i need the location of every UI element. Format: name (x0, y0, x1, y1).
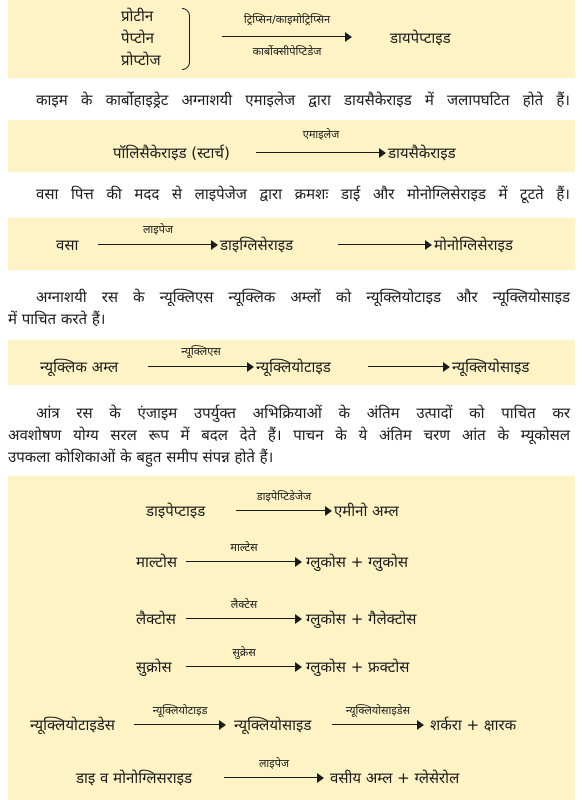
product-glucose-fructose: ग्लुकोस + फ्रक्टोस (306, 658, 410, 676)
enzyme-nucleotide: न्यूक्लियोटाइड (152, 704, 208, 717)
product-nucleoside: न्यूक्लियोसाइड (452, 358, 530, 376)
enzyme-carboxypeptidase: कार्बोक्सीपेप्टिडेज (252, 45, 322, 58)
enzyme-nuclease: न्यूक्लिएस (181, 345, 221, 358)
reactant-dipeptide: डाइपेप्टाइड (146, 502, 206, 520)
enzyme-maltase: माल्टेस (230, 541, 258, 554)
product-amino-acid: एमीनो अम्ल (334, 502, 399, 520)
reaction-arrow (148, 362, 254, 372)
enzyme-amylase: एमाइलेज (302, 128, 340, 141)
paragraph-nucleases-line2: में पाचित करते हैं। (8, 310, 106, 328)
enzyme-lactase: लैक्टेस (230, 598, 258, 611)
enzyme-sucrase: सुक्रेस (232, 646, 256, 659)
paragraph-intestinal-line3: उपकला कोशिकाओं के बहुत समीप संपन्न होते हैं। (8, 448, 274, 466)
reaction-arrow (134, 720, 226, 730)
reaction-arrow (338, 240, 432, 250)
reactant-bracket (182, 8, 190, 70)
reactant-di-mono-glyceride: डाइ व मोनोग्लिसराइड (76, 769, 193, 787)
enzyme-trypsin: ट्रिप्सिन/काइमोट्रिप्सिन (243, 13, 331, 26)
intermediate-diglyceride: डाइग्लिसेराइड (220, 236, 294, 254)
reactant-maltose: माल्टोस (136, 553, 177, 571)
product-sugar-base: शर्करा + क्षारक (430, 716, 517, 734)
reaction-arrow (368, 362, 450, 372)
protein-reactants (121, 5, 161, 71)
paragraph-nucleases-line1: अग्नाशयी रस के न्यूक्लिएस न्यूक्लिक अम्लों को न्यूक्लियोटाइड और न्यूक्लियोसाइड (36, 288, 570, 306)
reactant-protein: प्रोटीन (121, 7, 154, 25)
reaction-arrow (256, 148, 386, 158)
reaction-arrow (236, 506, 332, 516)
reactant-nucleotidase: न्यूक्लियोटाइडेस (30, 716, 115, 734)
reaction-arrow (98, 240, 218, 250)
reactant-nucleic-acid: न्यूक्लिक अम्ल (40, 358, 119, 376)
product-dipeptide: डायपेप्टाइड (390, 29, 451, 47)
product-disaccharide: डायसैकेराइड (388, 144, 456, 162)
reaction-box-intestinal (8, 476, 575, 800)
paragraph-intestinal-line1: आंत्र रस के एंजाइम उपर्युक्त अभिक्रियाओं के अंतिम उत्पादों को पाचित कर (36, 404, 570, 422)
reactant-sucrose: सुक्रोस (136, 658, 172, 676)
reactant-lactose: लैक्टोस (136, 610, 176, 628)
reaction-arrow (332, 720, 424, 730)
intermediate-nucleotide: न्यूक्लियोटाइड (256, 358, 331, 376)
product-monoglyceride: मोनोग्लिसेराइड (434, 236, 513, 254)
paragraph-carbohydrates: काइम के कार्बोहाइड्रेट अग्नाशयी एमाइलेज द्वारा डायसैकेराइड में जलापघटित होते हैं। (36, 91, 570, 109)
product-glucose-glucose: ग्लुकोस + ग्लुकोस (306, 553, 408, 571)
reaction-arrow (222, 32, 352, 42)
enzyme-lipase: लाइपेज (142, 223, 174, 236)
reaction-arrow (224, 773, 324, 783)
product-fatty-acid-glycerol: वसीय अम्ल + ग्लेसेरोल (330, 769, 460, 787)
paragraph-fats: वसा पित्त की मदद से लाइपेजेज द्वारा क्रमशः डाई और मोनोग्लिसेराइड में टूटते हैं। (36, 185, 570, 203)
reactant-proteose: प्रोप्टोज (121, 51, 161, 69)
reaction-box-starch (8, 120, 575, 172)
reactant-fat: वसा (56, 236, 79, 254)
enzyme-nucleosidase: न्यूक्लियोसाइडेस (345, 704, 411, 717)
paragraph-intestinal-line2: अवशोषण योग्य सरल रूप में बदल देते हैं। पाचन के ये अंतिम चरण आंत के म्यूकोसल (8, 426, 570, 444)
intermediate-nucleoside: न्यूक्लियोसाइड (234, 716, 312, 734)
reactant-polysaccharide: पॉलिसैकेराइड (स्टार्च) (113, 144, 230, 162)
reactant-peptone: पेप्टोन (121, 29, 154, 47)
reaction-arrow (186, 662, 302, 672)
enzyme-dipeptidases: डाइपेप्टिडेजेज (256, 490, 312, 503)
reaction-arrow (186, 614, 302, 624)
product-glucose-galactose: ग्लुकोस + गैलेक्टोस (306, 610, 417, 628)
enzyme-lipase: लाइपेज (258, 757, 290, 770)
reaction-arrow (186, 557, 302, 567)
